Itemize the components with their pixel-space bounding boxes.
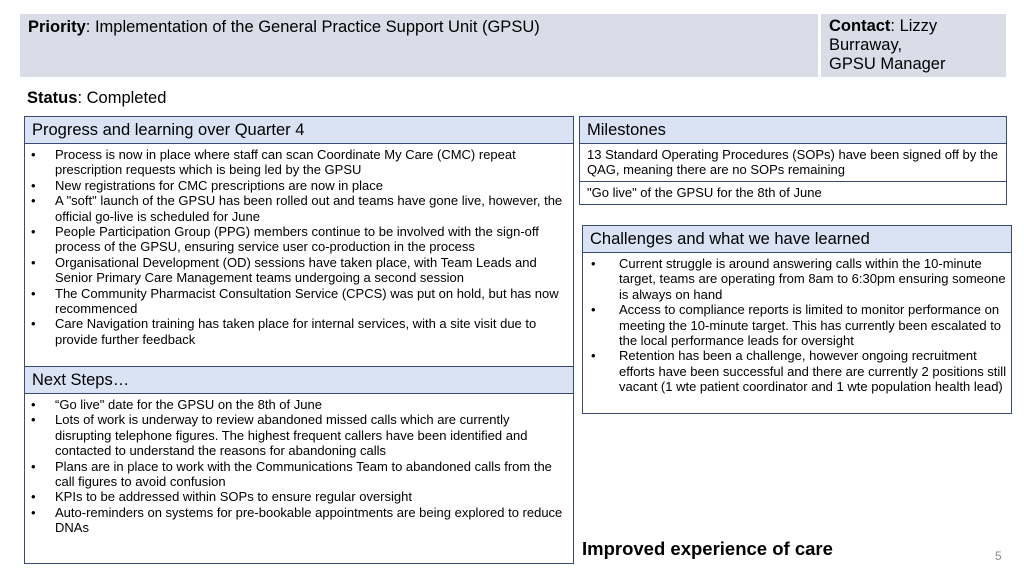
milestones-panel bbox=[579, 116, 1007, 205]
list-item: • A "soft" launch of the GPSU has been rolled out and teams have gone live, however, the official go-live is scheduled for June bbox=[25, 193, 567, 224]
next-steps-list bbox=[25, 394, 573, 536]
contact-name-cont: Burraway, bbox=[829, 36, 903, 54]
progress-and-next-steps-panel bbox=[24, 116, 574, 564]
contact-cell bbox=[821, 14, 1006, 77]
milestone-row: 13 Standard Operating Procedures (SOPs) have been signed off by the QAG, meaning there are no SOPs remaining bbox=[587, 147, 998, 178]
list-item: • Auto-reminders on systems for pre-bookable appointments are being explored to reduce DNAs bbox=[25, 505, 567, 536]
contact-label: Contact bbox=[829, 17, 891, 35]
list-item: • Process is now in place where staff can scan Coordinate My Care (CMC) repeat prescription requests which is being led by the GPSU bbox=[25, 147, 567, 178]
list-item: • The Community Pharmacist Consultation Service (CPCS) was put on hold, but has now recommenced bbox=[25, 286, 567, 317]
status-label: Status bbox=[27, 89, 78, 107]
list-item: • New registrations for CMC prescriptions are now in place bbox=[25, 178, 567, 193]
contact-name: : Lizzy bbox=[890, 17, 938, 35]
challenges-panel bbox=[582, 225, 1012, 414]
list-item: • People Participation Group (PPG) members continue to be involved with the sign-off process of the GPSU, ensuring service user co-production in the process bbox=[25, 224, 567, 255]
priority-label: Priority bbox=[28, 18, 86, 36]
list-item: • Access to compliance reports is limited to monitor performance on meeting the 10-minute target. This has currently been escalated to the local performance leads for oversight bbox=[583, 302, 1007, 348]
list-item: • Care Navigation training has taken place for internal services, with a site visit due to provide further feedback bbox=[25, 316, 567, 347]
milestones-heading: Milestones bbox=[580, 117, 1006, 144]
status-line bbox=[27, 88, 166, 108]
status-value: : Completed bbox=[77, 89, 167, 107]
page-number: 5 bbox=[995, 549, 1002, 563]
list-item: • KPIs to be addressed within SOPs to ensure regular oversight bbox=[25, 489, 567, 504]
list-item: • Current struggle is around answering calls within the 10-minute target, teams are operating from 8am to 6:30pm ensuring someone is always on hand bbox=[583, 256, 1007, 302]
list-item: • “Go live" date for the GPSU on the 8th of June bbox=[25, 397, 567, 412]
list-item: • Organisational Development (OD) sessions have taken place, with Team Leads and Senior Primary Care Management teams undergoing a second session bbox=[25, 255, 567, 286]
list-item: • Plans are in place to work with the Communications Team to abandoned calls from the call figures to avoid confusion bbox=[25, 459, 567, 490]
progress-list bbox=[25, 144, 573, 366]
theme-title: Improved experience of care bbox=[582, 538, 833, 559]
progress-heading: Progress and learning over Quarter 4 bbox=[25, 117, 573, 144]
priority-cell bbox=[20, 14, 818, 77]
challenges-list bbox=[583, 253, 1011, 395]
next-steps-heading: Next Steps… bbox=[25, 366, 573, 394]
milestone-row: "Go live" of the GPSU for the 8th of June bbox=[580, 181, 1006, 203]
list-item: • Lots of work is underway to review abandoned missed calls which are currently disrupting telephone figures. The highest frequent callers have been identified and contacted to understand the reasons for abandoning calls bbox=[25, 412, 567, 458]
challenges-heading: Challenges and what we have learned bbox=[583, 226, 1011, 253]
priority-text: : Implementation of the General Practice Support Unit (GPSU) bbox=[85, 18, 540, 36]
header-banner bbox=[20, 14, 1006, 77]
list-item: • Retention has been a challenge, however ongoing recruitment efforts have been successful and there are currently 2 positions still vacant (1 wte patient coordinator and 1 wte population health lead) bbox=[583, 348, 1007, 394]
contact-role: GPSU Manager bbox=[829, 55, 946, 73]
